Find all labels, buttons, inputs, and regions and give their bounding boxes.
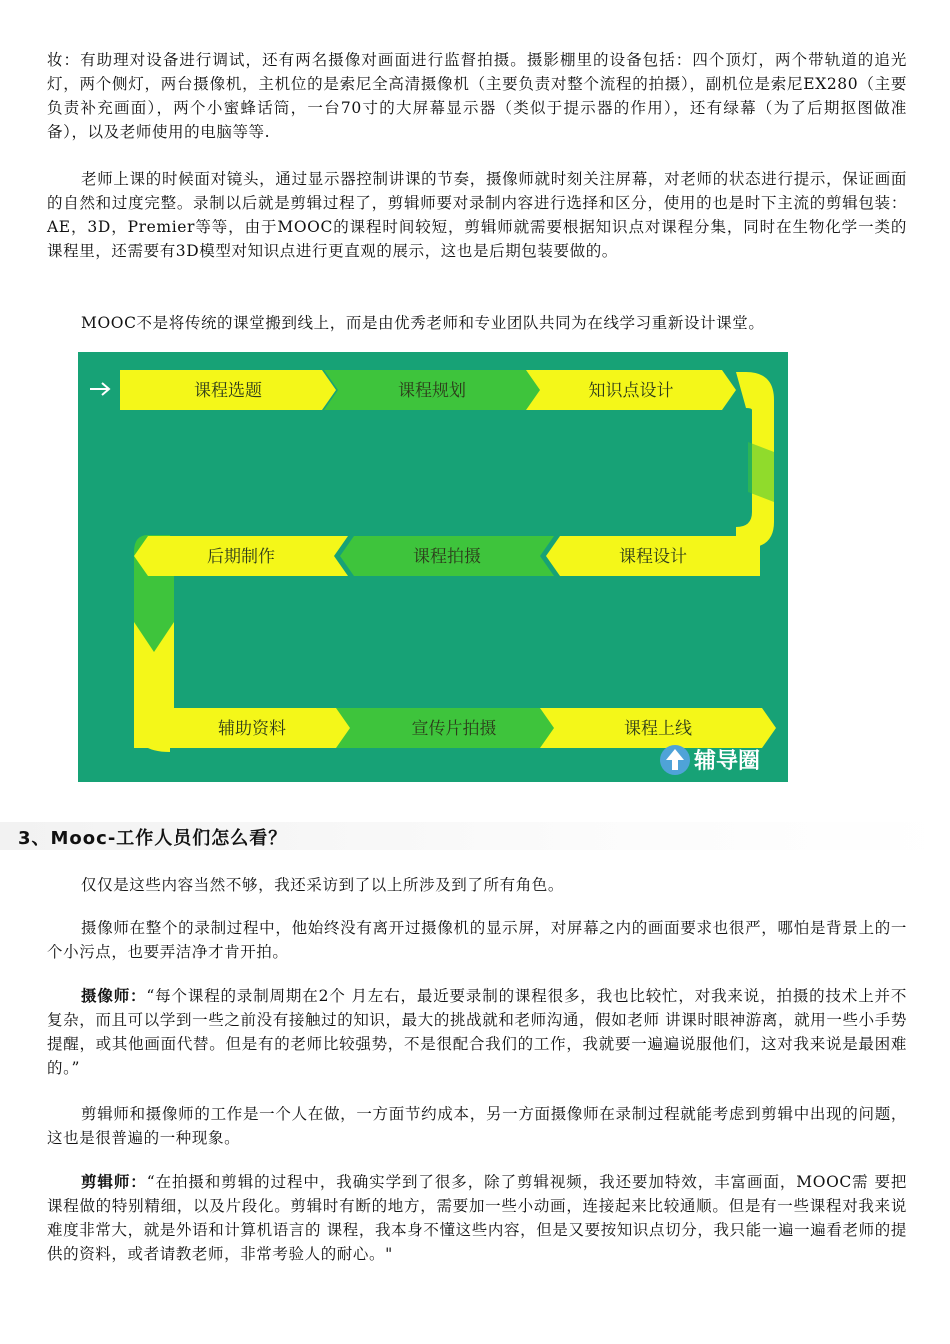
connector-right-shade	[748, 442, 774, 502]
course-production-flowchart	[78, 352, 788, 782]
flow-step-label: 课程规划	[398, 381, 466, 401]
paragraph-cameraman-intro: 摄像师在整个的录制过程中，他始终没有离开过摄像机的显示屏，对屏幕之内的画面要求也很严，哪怕是背景上的一个小污点，也要弄洁净才肯开拍。	[47, 919, 907, 961]
flow-step-label: 辅助资料	[218, 719, 286, 739]
quote-text-editor: “在拍摄和剪辑的过程中，我确实学到了很多，除了剪辑视频，我还要加特效，丰富画面，MOOC需 要把课程做的特别精细，以及片段化。剪辑时有断的地方，需要加一些小动画，连接起来比较通顺。但是有一些课程对我来说难度非常大，就是外语和计算机语言的 课程，我本身不懂这些内容，但是又要按知识点切分，我只能一遍一遍看老师的提供的资料，或者请教老师，非常考验人的耐心。"	[47, 1173, 907, 1263]
quote-speaker-editor: 剪辑师：	[81, 1172, 147, 1191]
section-heading: 3、Mooc-工作人员们怎么看？	[18, 828, 288, 849]
paragraph-editor-intro: 剪辑师和摄像师的工作是一个人在做，一方面节约成本，另一方面摄像师在录制过程就能考虑到剪辑中出现的问题，这也是很普遍的一种现象。	[47, 1105, 907, 1147]
flow-step-label: 后期制作	[207, 547, 275, 567]
quote-editor	[47, 1170, 907, 1266]
paragraph-mooc-summary: MOOC不是将传统的课堂搬到线上，而是由优秀老师和专业团队共同为在线学习重新设计课堂。	[81, 314, 765, 332]
paragraph-equipment: 妆：有助理对设备进行调试，还有两名摄像对画面进行监督拍摄。摄影棚里的设备包括：四个顶灯，两个带轨道的追光灯，两个侧灯，两台摄像机，主机位的是索尼全高清摄像机（主要负责对整个流程的拍摄），副机位是索尼EX280（主要负责补充画面），两个小蜜蜂话筒，一台70寸的大屏幕显示器（类似于提示器的作用），还有绿幕（为了后期抠图做准备），以及老师使用的电脑等等.	[47, 51, 907, 141]
watermark	[660, 745, 760, 775]
flow-step-label: 课程选题	[194, 381, 262, 401]
flow-step-label: 课程拍摄	[413, 547, 481, 567]
flow-step-label: 课程设计	[619, 547, 687, 567]
paragraph-recording-process: 老师上课的时候面对镜头，通过显示器控制讲课的节奏，摄像师就时刻关注屏幕，对老师的状态进行提示，保证画面的自然和过度完整。录制以后就是剪辑过程了，剪辑师要对录制内容进行选择和区分，使用的也是时下主流的剪辑包装：AE，3D，Premier等等，由于MOOC的课程时间较短，剪辑师就需要根据知识点对课程分集，同时在生物化学一类的课程里，还需要有3D模型对知识点进行更直观的展示，这也是后期包装要做的。	[47, 170, 907, 260]
watermark-text: 辅导圈	[694, 749, 761, 774]
quote-cameraman	[47, 984, 907, 1080]
flow-step-label: 宣传片拍摄	[411, 719, 497, 739]
flow-step-label: 知识点设计	[588, 381, 674, 401]
flow-step-label: 课程上线	[624, 719, 692, 739]
quote-text-cameraman: “每个课程的录制周期在2个 月左右，最近要录制的课程很多，我也比较忙，对我来说，拍摄的技术上并不复杂，而且可以学到一些之前没有接触过的知识，最大的挑战就和老师沟通，假如老师 讲课时眼神游离，就用一些小手势提醒，或其他画面代替。但是有的老师比较强势，不是很配合我们的工作，我就要一遍遍说服他们，这对我来说是最困难的。”	[47, 987, 907, 1077]
quote-speaker-cameraman: 摄像师：	[81, 986, 147, 1005]
paragraph-interview-intro: 仅仅是这些内容当然不够，我还采访到了以上所涉及到了所有角色。	[81, 876, 565, 894]
